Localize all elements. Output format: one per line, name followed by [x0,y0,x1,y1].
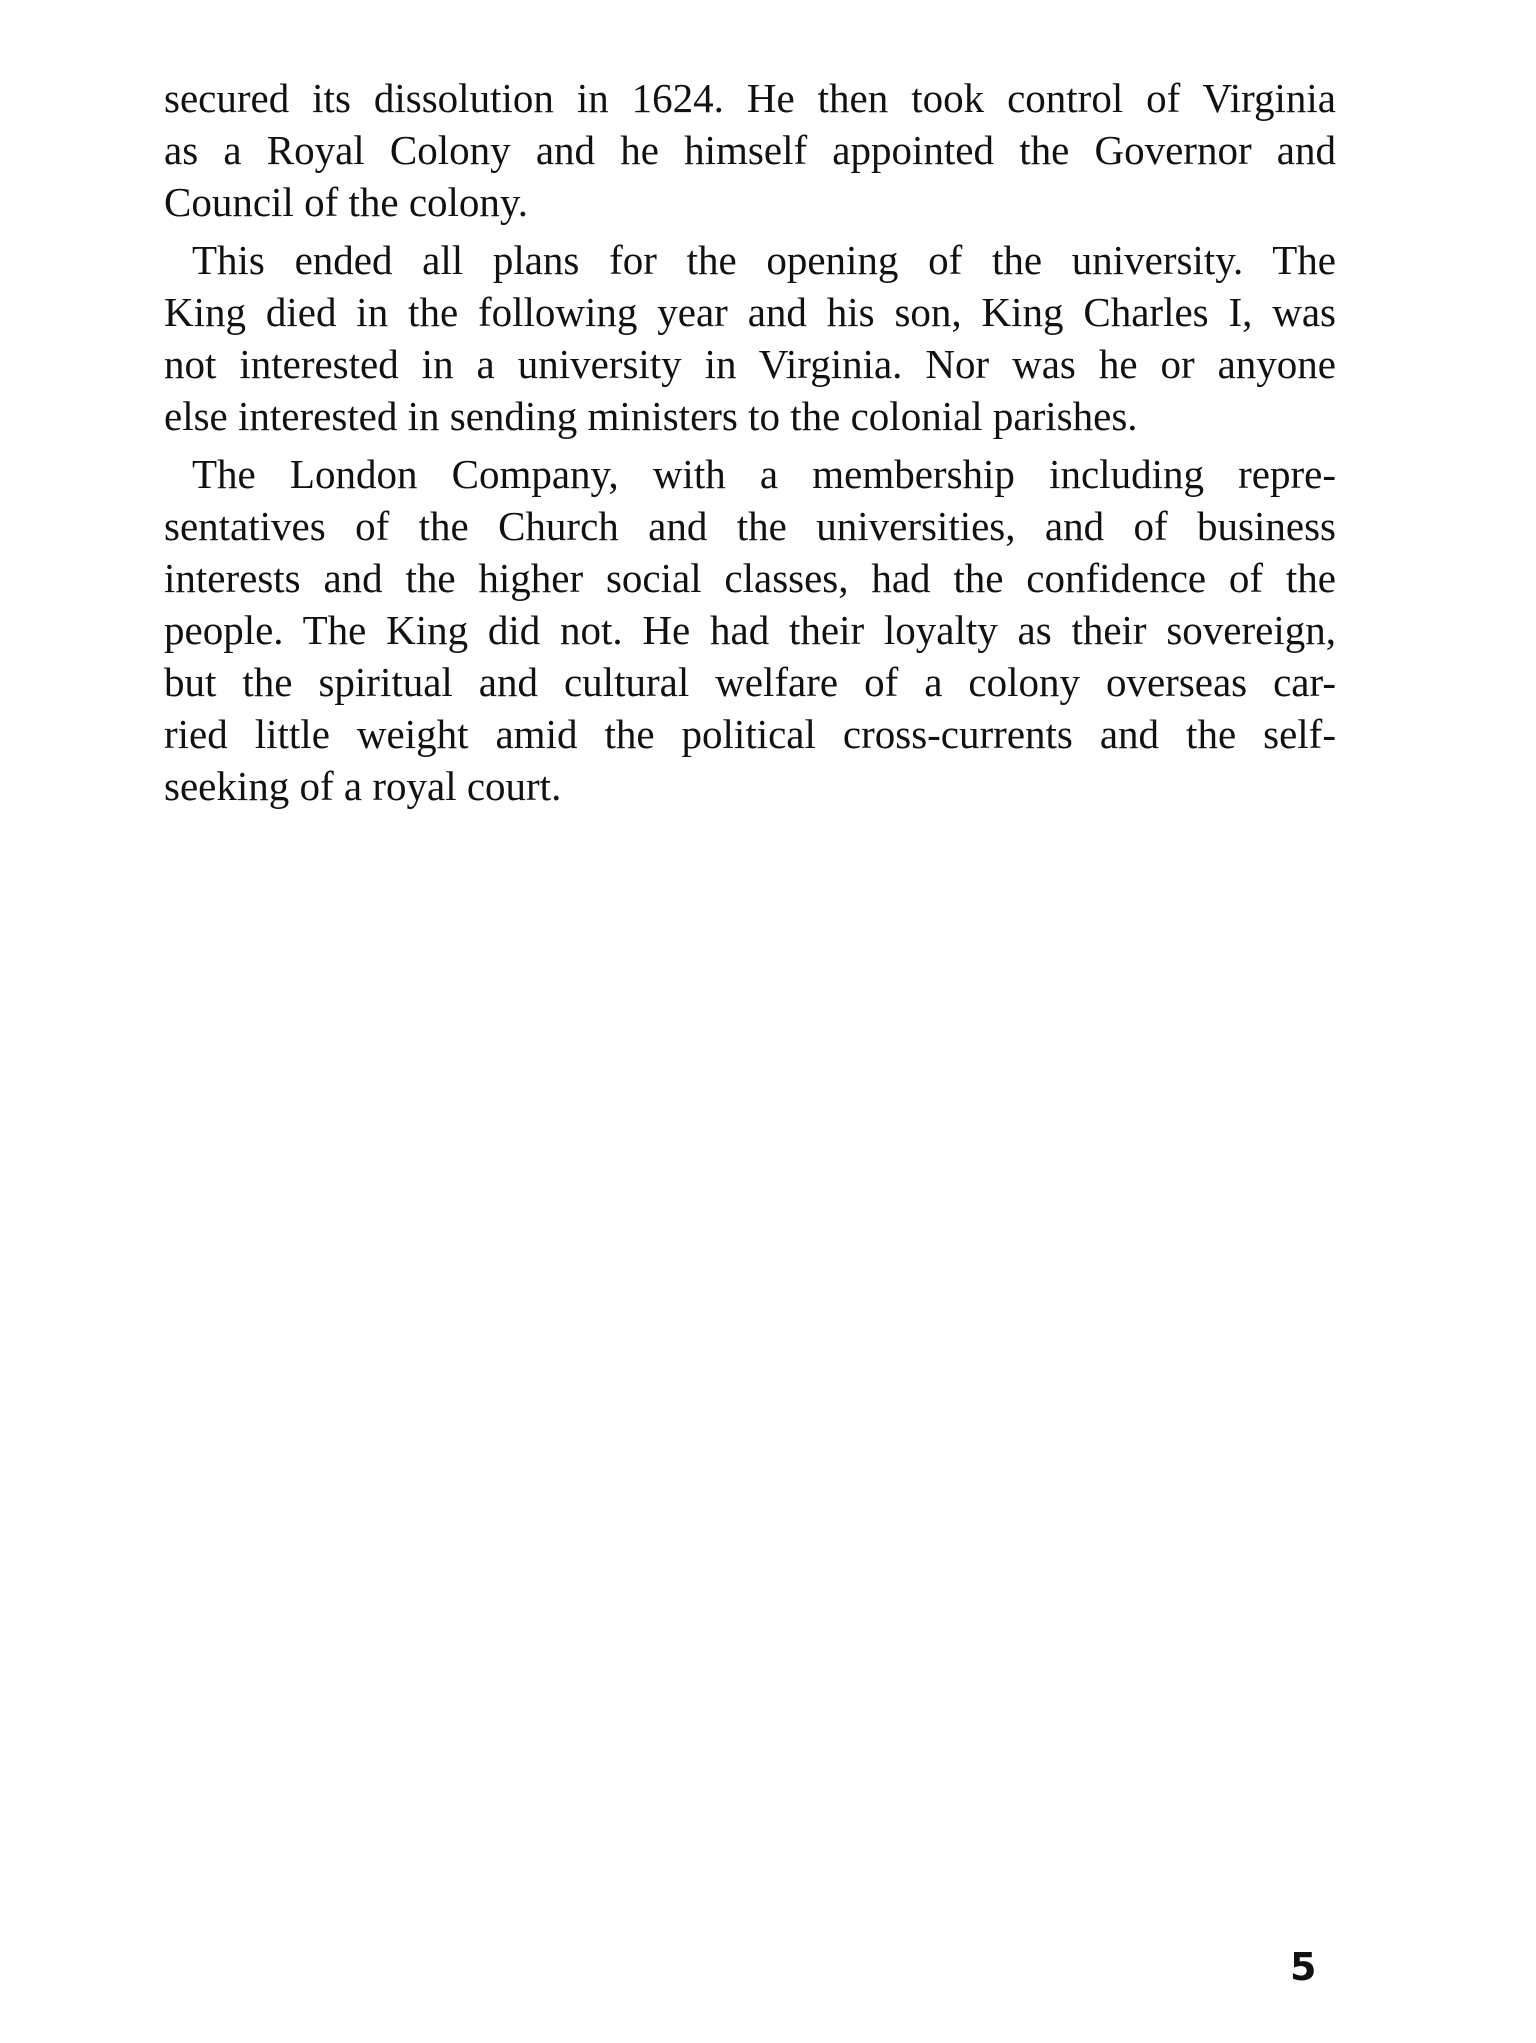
text-line: interests and the higher social classes, had the confidence of the [164,555,1336,601]
text-line: The London Company, with a membership including repre- [192,451,1336,497]
page-number: 5 [1290,1945,1317,1989]
text-line: Council of the colony. [164,179,528,225]
text-line: else interested in sending ministers to the colonial parishes. [164,393,1138,439]
text-line: ried little weight amid the political cross-currents and the self- [164,711,1336,757]
body-text [164,72,1336,818]
text-line: as a Royal Colony and he himself appointed the Governor and [164,127,1336,173]
text-line: secured its dissolution in 1624. He then took control of Virginia [164,75,1336,121]
text-line: not interested in a university in Virginia. Nor was he or anyone [164,341,1336,387]
paragraph-3 [164,448,1336,812]
text-line: King died in the following year and his son, King Charles I, was [164,289,1336,335]
text-line: but the spiritual and cultural welfare of a colony overseas car- [164,659,1336,705]
text-line: seeking of a royal court. [164,763,562,809]
text-line: This ended all plans for the opening of the university. The [192,237,1336,283]
paragraph-1 [164,72,1336,228]
text-line: people. The King did not. He had their loyalty as their sovereign, [164,607,1336,653]
text-line: sentatives of the Church and the universities, and of business [164,503,1336,549]
paragraph-2 [164,234,1336,442]
